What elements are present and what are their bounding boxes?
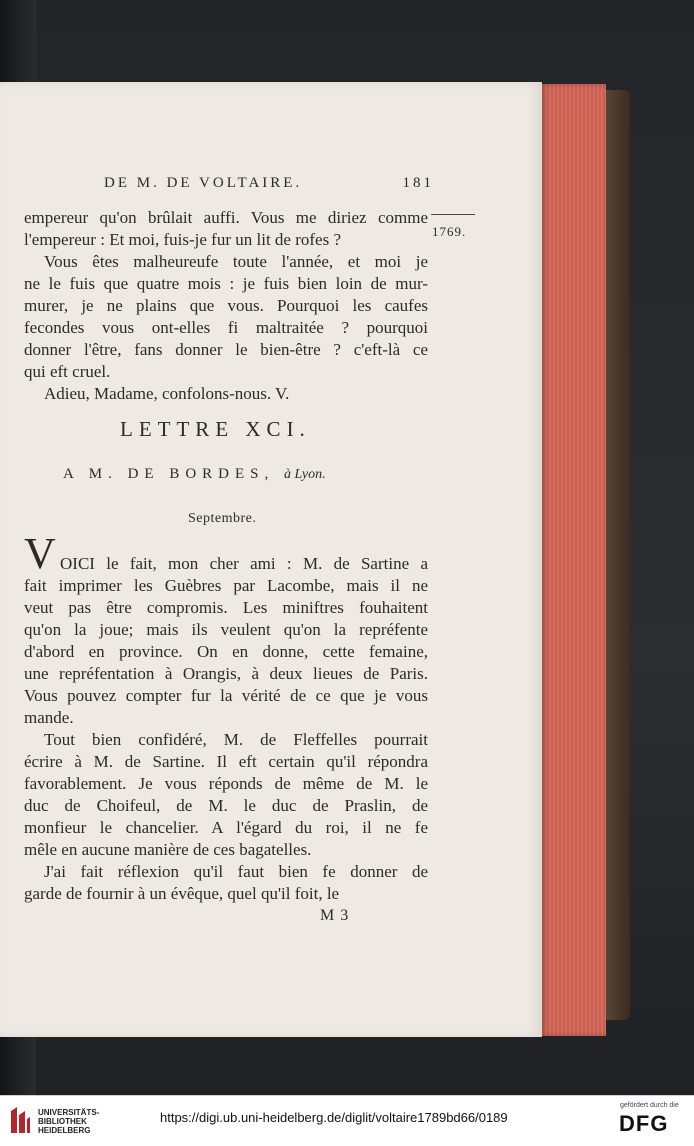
text-line: d'abord en province. On en donne, cette femaine, [24, 642, 428, 661]
running-head-title: DE M. DE VOLTAIRE. [104, 175, 303, 191]
institution-line: BIBLIOTHEK [38, 1117, 87, 1126]
text-line: veut pas être compromis. Les miniftres fouhaitent [24, 598, 428, 617]
text-line: duc de Choifeul, de M. le duc de Praslin, de [24, 796, 428, 815]
address-place: à Lyon. [284, 467, 326, 482]
address-recipient: A M. DE BORDES, [63, 466, 275, 482]
text-line: fait imprimer les Guèbres par Lacombe, mais il ne [24, 576, 428, 595]
letter-date: Septembre. [188, 511, 257, 526]
letter-heading: LETTRE XCI. [120, 417, 311, 441]
red-page-edges [540, 84, 606, 1036]
drop-cap: V [24, 529, 56, 578]
page-number: 181 [402, 175, 434, 191]
text-line: donner l'être, fans donner le bien-être ? c'eft-là ce [24, 340, 428, 359]
text-line: fecondes vous ont-elles fi maltraitée ? pourquoi [24, 318, 428, 337]
text-line: une repréfentation à Orangis, à deux lieues de Paris. [24, 664, 428, 683]
text-line: monfieur le chancelier. A l'égard du roi, il ne fe [24, 818, 428, 837]
permalink-url[interactable]: https://digi.ub.uni-heidelberg.de/diglit/voltaire1789bd66/0189 [160, 1110, 508, 1125]
text-line: ne le fuis que quatre mois : je fuis bien loin de mur- [24, 274, 428, 293]
viewer-footer [0, 1095, 694, 1146]
dfg-logo: DFG [619, 1111, 669, 1136]
margin-year: 1769. [432, 224, 467, 239]
funding-note: gefördert durch die [620, 1102, 679, 1109]
margin-rule [431, 214, 475, 215]
text-line: favorablement. Je vous réponds de même de M. le [24, 774, 428, 793]
text-line: OICI le fait, mon cher ami : M. de Sartine a [60, 554, 428, 573]
running-head [104, 175, 434, 192]
institution-line: HEIDELBERG [38, 1126, 91, 1135]
text-line: mêle en aucune manière de ces bagatelles. [24, 840, 312, 859]
text-line: écrire à M. de Sartine. Il eft certain qu'il répondra [24, 752, 428, 771]
institution-line: UNIVERSITÄTS- [38, 1108, 100, 1117]
signature-mark: M 3 [320, 907, 350, 924]
text-line: Vous êtes malheureufe toute l'année, et moi je [44, 252, 428, 271]
text-line: mande. [24, 708, 74, 727]
text-line: garde de fournir à un évêque, quel qu'il foit, le [24, 884, 340, 903]
university-library-logo-icon [9, 1105, 31, 1135]
text-line: Adieu, Madame, confolons-nous. V. [44, 384, 290, 403]
text-line: Vous pouvez compter fur la vérité de ce que je vous [24, 686, 428, 705]
letter-address [63, 466, 326, 483]
text-line: qui eft cruel. [24, 362, 111, 381]
text-line: l'empereur : Et moi, fuis-je fur un lit de rofes ? [24, 230, 341, 249]
text-line: empereur qu'on brûlait auffi. Vous me diriez comme [24, 208, 428, 227]
institution-name [38, 1108, 99, 1135]
text-line: qu'on la joue; mais ils veulent qu'on la repréfente [24, 620, 428, 639]
text-line: J'ai fait réflexion qu'il faut bien fe donner de [44, 862, 428, 881]
text-line: Tout bien confidéré, M. de Fleffelles pourrait [44, 730, 428, 749]
text-line: murer, je ne plains que vous. Pourquoi les caufes [24, 296, 428, 315]
